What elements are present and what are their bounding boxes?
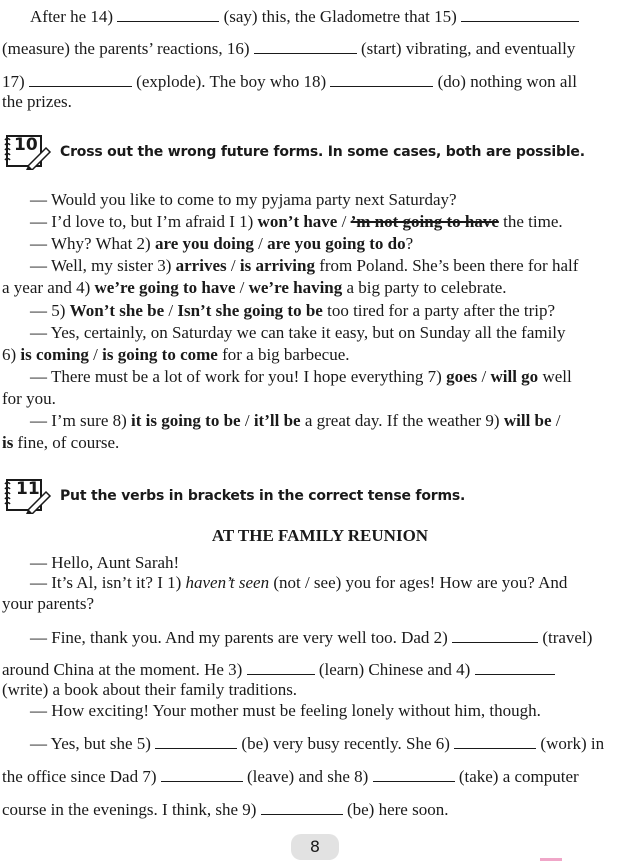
text-line: (measure) the parents’ reactions, 16) (start) vibrating, and eventually: [2, 39, 576, 58]
text-line: — How exciting! Your mother must be feeling lonely without him, though.: [30, 701, 541, 720]
option[interactable]: will go: [490, 367, 539, 386]
option[interactable]: arrives: [175, 256, 227, 275]
text-line: — There must be a lot of work for you! I hope everything 7) goes / will go well: [30, 367, 572, 386]
option[interactable]: Isn’t she going to be: [177, 301, 323, 320]
exercise-number: 10: [14, 135, 38, 155]
option[interactable]: will be: [503, 411, 552, 430]
answer-blank[interactable]: [117, 6, 219, 22]
answer-blank[interactable]: [261, 799, 343, 815]
text-line: — 5) Won’t she be / Isn’t she going to be too tired for a party after the trip?: [30, 301, 556, 320]
text-line: — I’m sure 8) it is going to be / it’ll be a great day. If the weather 9) will be /: [30, 411, 561, 430]
text-line: — I’d love to, but I’m afraid I 1) won’t have / ’m not going to have the time.: [30, 212, 563, 231]
text-line: the office since Dad 7) (leave) and she 8) (take) a computer: [2, 767, 579, 786]
answer-blank[interactable]: [161, 766, 243, 782]
notebook-pencil-icon: [4, 134, 52, 170]
answer-blank[interactable]: [454, 733, 536, 749]
text-line: is fine, of course.: [2, 433, 120, 452]
answer-blank[interactable]: [475, 659, 555, 675]
answer-blank[interactable]: [330, 71, 433, 87]
text-line: — Why? What 2) are you doing / are you going to do?: [30, 234, 414, 253]
option[interactable]: we’re going to have: [94, 278, 236, 297]
notebook-pencil-icon: [4, 478, 52, 514]
option[interactable]: won’t have: [257, 212, 338, 231]
exercise-11-header: [4, 478, 465, 514]
text-line: — Well, my sister 3) arrives / is arriving from Poland. She’s been there for half: [30, 256, 579, 275]
text-line: for you.: [2, 389, 56, 408]
option[interactable]: is: [2, 433, 14, 452]
text-line: around China at the moment. He 3) (learn) Chinese and 4): [2, 659, 555, 680]
option-crossed[interactable]: ’m not going to have: [350, 212, 499, 231]
text-line: — Fine, thank you. And my parents are very well too. Dad 2) (travel): [30, 628, 593, 647]
page-number: 8: [291, 834, 339, 860]
answer-blank[interactable]: [29, 71, 132, 87]
answer-blank[interactable]: [452, 627, 538, 643]
text-line: — It’s Al, isn’t it? I 1) haven’t seen (not / see) you for ages! How are you? And: [30, 573, 568, 592]
answer-blank[interactable]: [373, 766, 455, 782]
option[interactable]: we’re having: [248, 278, 343, 297]
answer-blank[interactable]: [461, 6, 579, 22]
option[interactable]: is going to come: [102, 345, 218, 364]
example-answer: haven’t seen: [185, 573, 270, 592]
option[interactable]: are you going to do: [267, 234, 406, 253]
text-line: your parents?: [2, 594, 95, 613]
exercise-instruction: Put the verbs in brackets in the correct tense forms.: [60, 488, 466, 504]
exercise-number: 11: [16, 479, 40, 499]
text-line: — Hello, Aunt Sarah!: [30, 553, 180, 572]
exercise-10-header: [4, 134, 585, 170]
text-line: — Yes, but she 5) (be) very busy recently. She 6) (work) in: [30, 734, 605, 753]
decorative-mark: [540, 858, 562, 861]
option[interactable]: are you doing: [154, 234, 254, 253]
text-line: (write) a book about their family traditions.: [2, 680, 298, 699]
option[interactable]: it is going to be: [131, 411, 241, 430]
text-line: the prizes.: [2, 92, 72, 111]
option[interactable]: Won’t she be: [69, 301, 165, 320]
section-title: AT THE FAMILY REUNION: [211, 526, 429, 545]
option[interactable]: is coming: [20, 345, 89, 364]
text-line: course in the evenings. I think, she 9) (be) here soon.: [2, 800, 449, 819]
answer-blank[interactable]: [254, 38, 357, 54]
text-line: — Would you like to come to my pyjama party next Saturday?: [30, 190, 457, 209]
text-line: 6) is coming / is going to come for a big barbecue.: [2, 345, 350, 364]
text-line: — Yes, certainly, on Saturday we can take it easy, but on Sunday all the family: [30, 323, 566, 342]
exercise-instruction: Cross out the wrong future forms. In some cases, both are possible.: [60, 144, 585, 160]
text-line: After he 14) (say) this, the Gladometre that 15): [30, 6, 579, 27]
text-line: a year and 4) we’re going to have / we’re having a big party to celebrate.: [2, 278, 507, 297]
answer-blank[interactable]: [155, 733, 237, 749]
text-line: 17) (explode). The boy who 18) (do) nothing won all: [2, 72, 577, 91]
option[interactable]: it’ll be: [253, 411, 301, 430]
option[interactable]: is arriving: [239, 256, 315, 275]
option[interactable]: goes: [446, 367, 478, 386]
answer-blank[interactable]: [247, 659, 315, 675]
